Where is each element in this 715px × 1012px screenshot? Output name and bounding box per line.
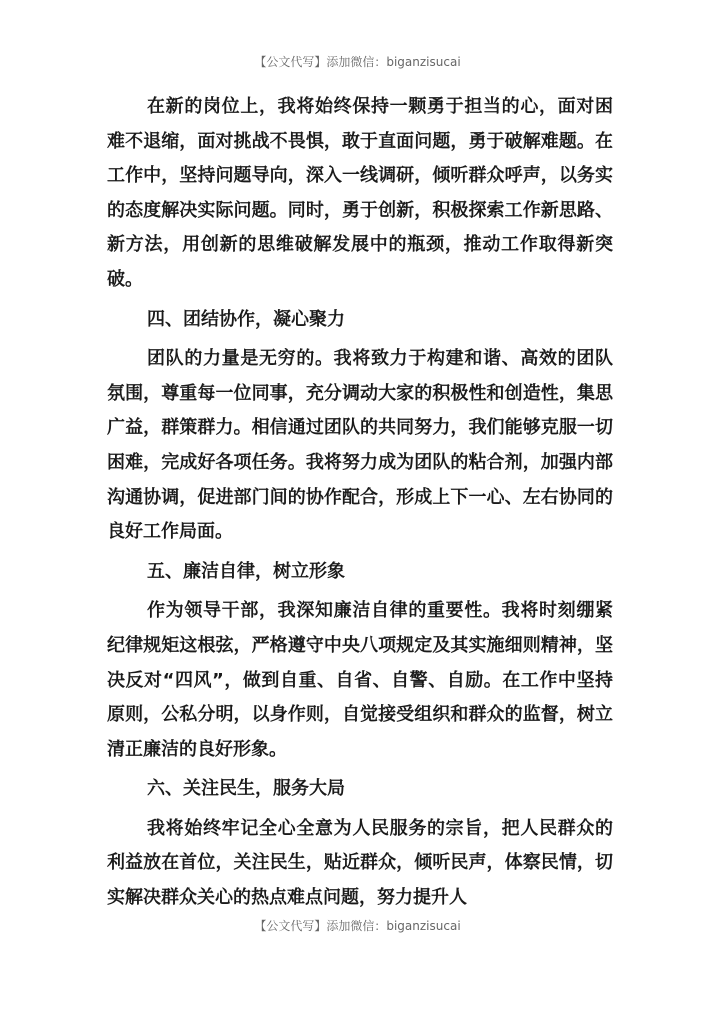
footer-watermark: 【公文代写】添加微信：biganzisucai [254, 919, 461, 933]
header-watermark: 【公文代写】添加微信：biganzisucai [254, 55, 461, 69]
paragraph-responsibility: 在新的岗位上，我将始终保持一颗勇于担当的心，面对困难不退缩，面对挑战不畏惧，敢于直面问题，勇于破解难题。在工作中，坚持问题导向，深入一线调研，倾听群众呼声，以务实的态度解决实际问题。同时，勇于创新，积极探索工作新思路、新方法，用创新的思维破解发展中的瓶颈，推动工作取得新突破。 [107, 96, 613, 290]
document-body [107, 90, 613, 916]
paragraph-integrity: 作为领导干部，我深知廉洁自律的重要性。我将时刻绷紧纪律规矩这根弦，严格遵守中央八项规定及其实施细则精神，坚决反对“四风”，做到自重、自省、自警、自励。在工作中坚持原则，公私分明，以身作则，自觉接受组织和群众的监督，树立清正廉洁的良好形象。 [107, 600, 613, 760]
section-heading-integrity: 五、廉洁自律，树立形象 [147, 560, 345, 582]
paragraph-teamwork: 团队的力量是无穷的。我将致力于构建和谐、高效的团队氛围，尊重每一位同事，充分调动大家的积极性和创造性，集思广益，群策群力。相信通过团队的共同努力，我们能够克服一切困难，完成好各项任务。我将努力成为团队的粘合剂，加强内部沟通协调，促进部门间的协作配合，形成上下一心、左右协同的良好工作局面。 [107, 348, 613, 543]
section-heading-livelihood: 六、关注民生，服务大局 [147, 778, 345, 800]
paragraph-livelihood: 我将始终牢记全心全意为人民服务的宗旨，把人民群众的利益放在首位，关注民生，贴近群众，倾听民声，体察民情，切实解决群众关心的热点难点问题，努力提升人 [107, 817, 613, 909]
section-heading-teamwork: 四、团结协作，凝心聚力 [147, 308, 345, 330]
